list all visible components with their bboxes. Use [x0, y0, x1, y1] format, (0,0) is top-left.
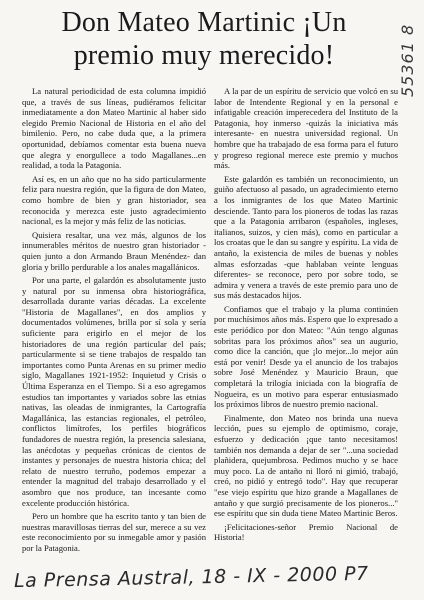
headline-line-2: premio muy merecido! [73, 40, 335, 71]
paragraph: Finalmente, don Mateo nos brinda una nueva lección, pues su ejemplo de optimismo, coraje, esfuerzo y dedicación ¡que tanto necesitamos! también nos demanda a dejar de ser "...una sociedad plañidera, quejumbrosa. Pedimos mucho y se hace muy poco. La de antaño ni lloró ni gimió, trabajó, creó, no pidió y entregó todo". Hay que recuperar "ese viejo espíritu que hizo grande a Magallanes de antaño y que surgió precisamente de los pioneros..." ese espíritu que sin duda tiene Mateo Martinic Beros. [214, 412, 398, 519]
headline-line-1: Don Mateo Martinic ¡Un [61, 7, 347, 38]
paragraph: ¡Felicitaciones-señor Premio Nacional de Historia! [214, 521, 398, 543]
paragraph: Pero un hombre que ha escrito tanto y tan bien de nuestras maravillosas tierras del sur, merece a su vez este reconocimiento por su inmegable amor y pasión por la Patagonia. [22, 511, 206, 553]
handwritten-catalog-number: 55361 8 [398, 23, 417, 97]
paragraph: Por una parte, el galardón es absolutamente justo y natural por su inmensa obra historiográfica, desarrollada durante varias décadas. La excelente "Historia de Magallanes", en dos amplios y documentados volúmenes, brilla por sí sola y sería suficiente para erigirlo en el mejor de los historiadores de una región particular del país; particularmente si se tiene trabajos de respaldo tan importantes como Punta Arenas en su primer medio siglo, Magallanes 1921-1952: Inquietud y Crisis o Última Esperanza en el Tiempo. Si a eso agregamos estudios tan importantes y variados sobre las etnias nativas, las oleadas de inmigrantes, la Cartografía Magallánica, las estancias regionales, el petróleo, conflictos limítrofes, los perfiles biográficos fundadores de nuestra región, la presencia salesiana, las anécdotas y pequeñas crónicas de cientos de instantes y personajes de nuestra historia chica; del relato de nuestro terruño, podemos empezar a entender la magnitud del trabajo desarrollado y el asombro que nos produce, tan incesante como excelente producción histórica. [22, 275, 206, 508]
handwritten-source-note: La Prensa Austral, 18 - IX - 2000 P7 [13, 562, 369, 593]
paragraph: Confiamos que el trabajo y la pluma continúen por muchísimos años más. Espero que lo expresado a este periódico por don Mateo: "Aún tengo algunas sobritas para los próximos años" sea un augurio, como dice la canción, que ¡lo mejor...lo mejor aún está por venir! Desde ya el anuncio de los trabajos sobre José Menéndez y Mauricio Braun, que completará la trilogía iniciada con la biografía de Nogueira, es un motivo para esperar entusiasmado los próximos libros de nuestro premio nacional. [214, 303, 398, 410]
paragraph: Así es, en un año que no ha sido particularmente feliz para nuestra región, que la figura de don Mateo, como hombre de bien y gran historiador, sea reconocida y merezca este justo agradecimiento nacional, es la mejor y más feliz de las noticias. [22, 173, 206, 227]
article-column-left [22, 86, 206, 554]
paragraph: A la par de un espíritu de servicio que volcó en su labor de Intendente Regional y en la personal e infatigable creación imperecedera del Instituto de la Patagonia, hoy inmerso -quizás la iniciativa más interesante- en nuestra universidad regional. Un hombre que ha trabajado de esa forma para el futuro y progreso regional merece este premio y muchos más. [214, 86, 398, 171]
paragraph: Este galardón es también un reconocimiento, un guiño afectuoso al pasado, un agradecimiento eterno a los inmigrantes de los que Mateo Martinic desciende. Tanto para los pioneros de todas las razas que a la Patagonia arribaron (españoles, ingleses, italianos, suizos, y cien más), como en particular a los croatas que le dan su sangre y espíritu. La vida de antaño, la existencia de miles de buenas y nobles almas esforzadas -que hablaban veinte lenguas diferentes- se reconoce, pero por sobre todo, se admira y venera a través de este premio para uno de sus más destacados hijos. [214, 173, 398, 301]
headline [14, 6, 394, 72]
paragraph: La natural periodicidad de esta columna impidió que, a través de sus líneas, pudiéramos felicitar inmediatamente a don Mateo Martinic al haber sido elegido Premio Nacional de Historia en el año del bimilenio. Pero, no cabe duda que, a la primera oportunidad, debíamos comentar esta buena nueva que alegra y enorgullece a todo Magallanes...en realidad, a toda la Patagonia. [22, 86, 206, 171]
article-column-right [214, 86, 398, 543]
paragraph: Quisiera resaltar, una vez más, algunos de los innumerables méritos de nuestro gran historiador -quien junto a don Armando Braun Menéndez- dan gloria y brillo perdurable a los anales magallánicos. [22, 229, 206, 272]
